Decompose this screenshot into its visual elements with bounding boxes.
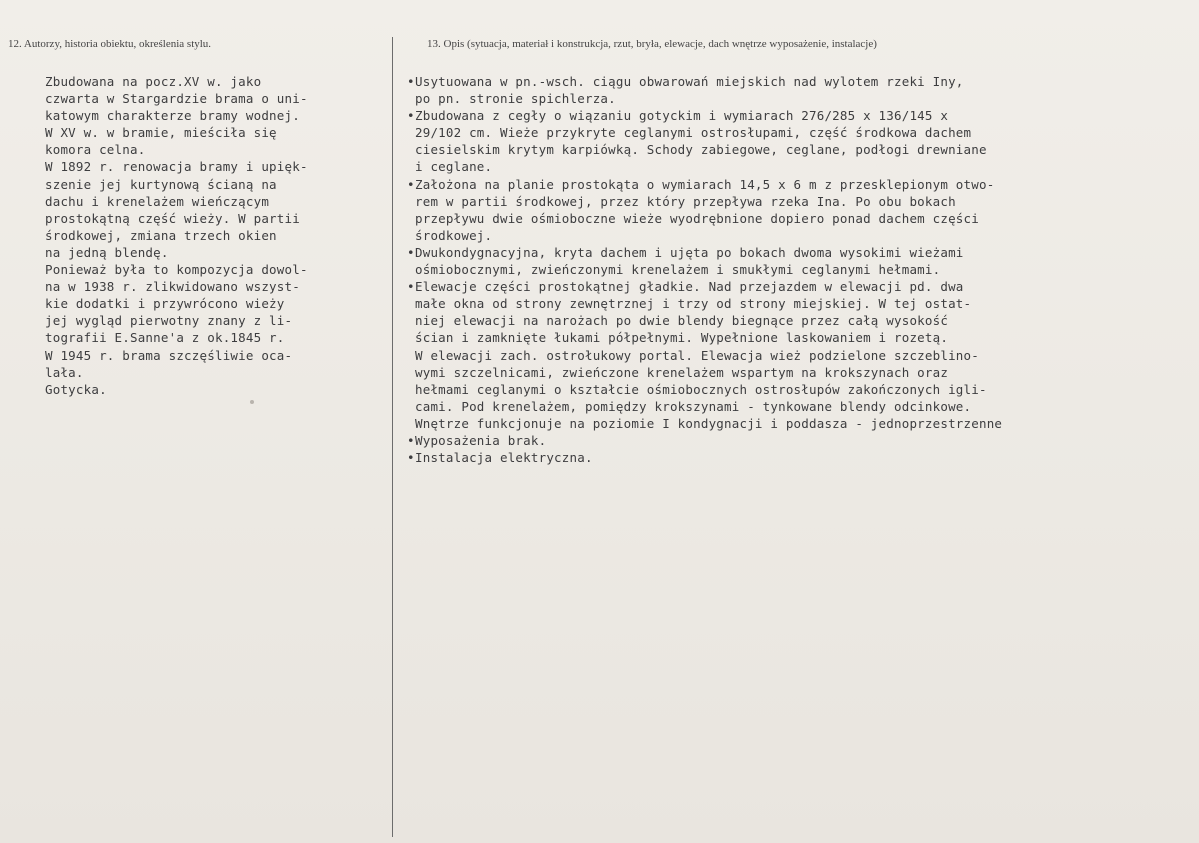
description-line xyxy=(407,90,1197,107)
bullet-marker: • xyxy=(407,450,415,466)
description-item-start xyxy=(407,244,1197,261)
description-line-text: Dwukondygnacyjna, kryta dachem i ujęta po bokach dwoma wysokimi wieżami xyxy=(415,244,964,260)
description-line-text: cami. Pod krenelażem, pomiędzy krokszynami - tynkowane blendy odcinkowe. xyxy=(415,398,972,414)
section-12-header: 12. Autorzy, historia obiektu, określenia stylu. xyxy=(8,38,212,50)
description-item-start xyxy=(407,73,1197,90)
history-line: na jedną blendę. xyxy=(45,244,169,260)
description-item-start xyxy=(407,278,1197,295)
history-line: W 1892 r. renowacja bramy i upięk- xyxy=(45,159,308,175)
column-divider xyxy=(392,37,393,837)
description-line xyxy=(407,295,1197,312)
description-line-text: Elewacje części prostokątnej gładkie. Nad przejazdem w elewacji pd. dwa xyxy=(415,279,964,295)
description-line-text: Instalacja elektryczna. xyxy=(415,450,593,466)
description-line-text: małe okna od strony zewnętrznej i trzy od strony miejskiej. W tej ostat- xyxy=(415,296,972,312)
history-line: czwarta w Stargardzie brama o uni- xyxy=(45,91,308,107)
description-line-text: ośmiobocznymi, zwieńczonymi krenelażem i smukłymi ceglanymi hełmami. xyxy=(415,262,941,278)
history-line: komora celna. xyxy=(45,142,146,158)
description-line xyxy=(407,124,1197,141)
history-line: dachu i krenelażem wieńczącym xyxy=(45,193,270,209)
bullet-marker: • xyxy=(407,279,415,295)
description-line xyxy=(407,329,1197,346)
description-line xyxy=(407,210,1197,227)
description-line xyxy=(407,261,1197,278)
history-line: prostokątną część wieży. W partii xyxy=(45,210,300,226)
bullet-marker: • xyxy=(407,74,415,89)
description-line-text: i ceglane. xyxy=(415,159,493,175)
history-line: Ponieważ była to kompozycja dowol- xyxy=(45,262,308,278)
bullet-marker: • xyxy=(407,432,415,448)
description-line xyxy=(407,381,1197,398)
description-item-start xyxy=(407,107,1197,124)
history-line: jej wygląd pierwotny znany z li- xyxy=(45,313,293,329)
description-line-text: rem w partii środkowej, przez który przepływa rzeka Ina. Po obu bokach xyxy=(415,193,956,209)
description-line xyxy=(407,227,1197,244)
description-line xyxy=(407,141,1197,158)
history-section-text xyxy=(45,73,390,398)
description-line xyxy=(407,415,1197,432)
description-line-text: po pn. stronie spichlerza. xyxy=(415,91,616,107)
description-line-text: Założona na planie prostokąta o wymiarach 14,5 x 6 m z przesklepionym otwo- xyxy=(415,176,995,192)
description-line xyxy=(407,398,1197,415)
description-line-text: Zbudowana z cegły o wiązaniu gotyckim i wymiarach 276/285 x 136/145 x xyxy=(415,108,949,124)
history-line: tografii E.Sanne'a z ok.1845 r. xyxy=(45,330,285,346)
description-line-text: środkowej. xyxy=(415,227,493,243)
description-line-text: ciesielskim krytym karpiówką. Schody zabiegowe, ceglane, podłogi drewniane xyxy=(415,142,987,158)
bullet-marker: • xyxy=(407,244,415,260)
description-line-text: wymi szczelnicami, zwieńczone krenelażem wspartym na krokszynach oraz xyxy=(415,364,949,380)
history-line: Zbudowana na pocz.XV w. jako xyxy=(45,74,262,89)
history-line: Gotycka. xyxy=(45,381,107,397)
bullet-marker: • xyxy=(407,176,415,192)
history-line: kie dodatki i przywrócono wieży xyxy=(45,296,285,312)
history-line: W 1945 r. brama szczęśliwie oca- xyxy=(45,347,293,363)
history-line: środkowej, zmiana trzech okien xyxy=(45,227,277,243)
history-line: szenie jej kurtynową ścianą na xyxy=(45,176,277,192)
history-line: lała. xyxy=(45,364,84,380)
paper-speck xyxy=(250,400,254,404)
description-line-text: 29/102 cm. Wieże przykryte ceglanymi ostrosłupami, część środkowa dachem xyxy=(415,125,972,141)
description-line-text: niej elewacji na narożach po dwie blendy biegnące przez całą wysokość xyxy=(415,313,949,329)
description-item-start xyxy=(407,449,1197,466)
description-line-text: Usytuowana w pn.-wsch. ciągu obwarowań miejskich nad wylotem rzeki Iny, xyxy=(415,74,964,89)
description-line xyxy=(407,364,1197,381)
section-13-header: 13. Opis (sytuacja, materiał i konstrukcja, rzut, bryła, elewacje, dach wnętrze wyposażenie, instalacje) xyxy=(427,38,877,50)
description-line-text: Wyposażenia brak. xyxy=(415,432,547,448)
description-line xyxy=(407,312,1197,329)
history-line: katowym charakterze bramy wodnej. xyxy=(45,108,300,124)
description-line-text: Wnętrze funkcjonuje na poziomie I kondygnacji i poddasza - jednoprzestrzenne xyxy=(415,415,1003,431)
description-line xyxy=(407,347,1197,364)
description-line-text: W elewacji zach. ostrołukowy portal. Elewacja wież podzielone szczeblino- xyxy=(415,347,979,363)
description-line-text: przepływu dwie ośmioboczne wieże wyodrębnione dopiero ponad dachem części xyxy=(415,210,979,226)
description-item-start xyxy=(407,432,1197,449)
description-item-start xyxy=(407,176,1197,193)
history-line: W XV w. w bramie, mieściła się xyxy=(45,125,277,141)
description-line-text: ścian i zamknięte łukami półpełnymi. Wypełnione laskowaniem i rozetą. xyxy=(415,330,949,346)
history-line: na w 1938 r. zlikwidowano wszyst- xyxy=(45,279,300,295)
description-section-text xyxy=(407,73,1197,466)
bullet-marker: • xyxy=(407,108,415,124)
description-line xyxy=(407,158,1197,175)
description-line-text: hełmami ceglanymi o kształcie ośmiobocznych ostrosłupów zakończonych igli- xyxy=(415,381,987,397)
description-line xyxy=(407,193,1197,210)
